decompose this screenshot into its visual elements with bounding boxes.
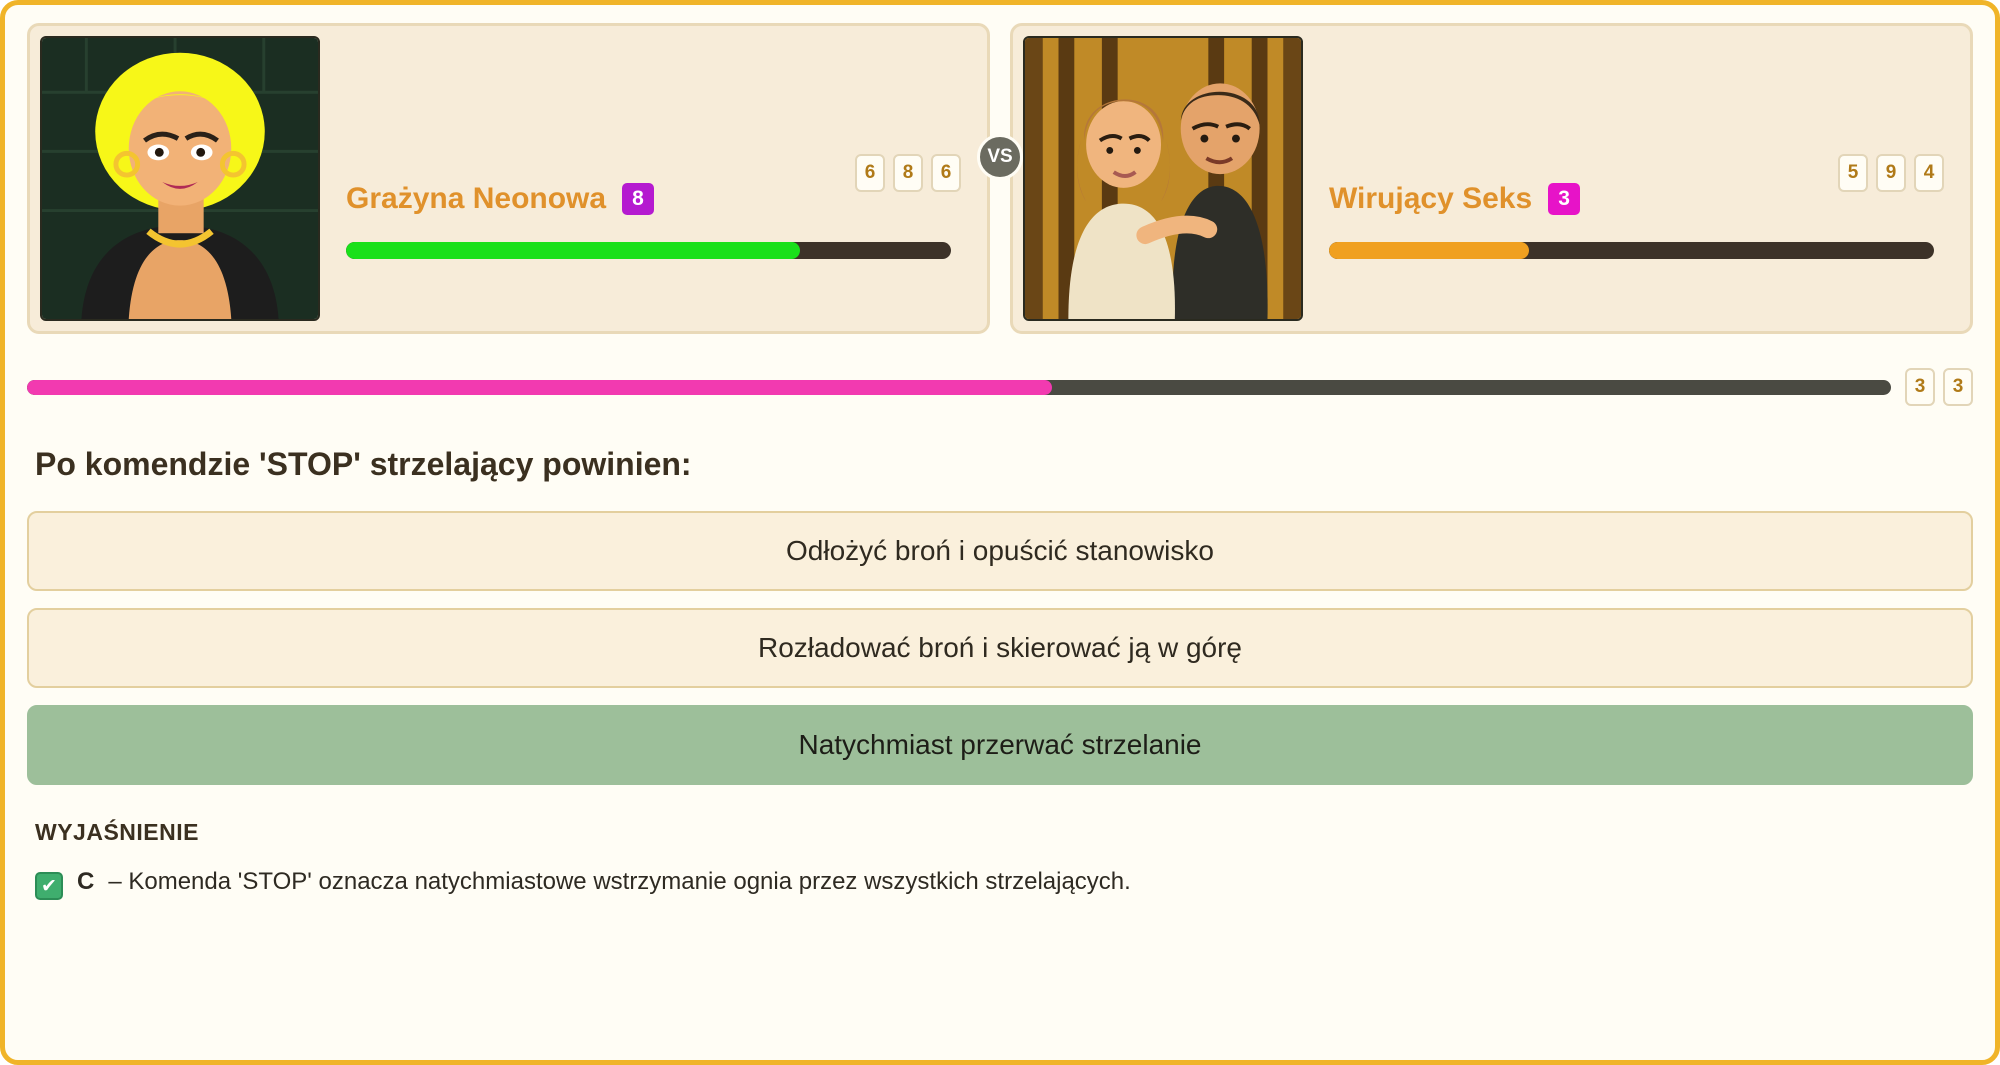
answer-option-a[interactable]: Odłożyć broń i opuścić stanowisko	[27, 511, 1973, 591]
round-progress-fill	[27, 380, 1052, 395]
player-pips-left	[855, 154, 961, 192]
player-hp-fill-left	[346, 242, 800, 259]
player-hp-bar-right	[1329, 242, 1934, 259]
player-card-right	[1010, 23, 1973, 334]
player-pip: 9	[1876, 154, 1906, 192]
explanation-text: – Komenda 'STOP' oznacza natychmiastowe wstrzymanie ognia przez wszystkich strzelających.	[108, 868, 1131, 895]
player-hp-fill-right	[1329, 242, 1529, 259]
question-text: Po komendzie 'STOP' strzelający powinien:	[35, 446, 692, 482]
player-pips-right	[1838, 154, 1944, 192]
round-progress-row	[5, 334, 1995, 406]
answer-option-b[interactable]: Rozładować broń i skierować ją w górę	[27, 608, 1973, 688]
player-score-badge-left: 8	[622, 183, 654, 214]
wirujacy-seks-avatar	[1023, 36, 1303, 321]
round-progress-bar	[27, 380, 1891, 395]
player-pip: 5	[1838, 154, 1868, 192]
player-pip: 4	[1914, 154, 1944, 192]
player-score-badge-right: 3	[1548, 183, 1580, 214]
player-name-right: Wirujący Seks	[1329, 182, 1533, 215]
versus-row	[5, 5, 1995, 334]
player-pip: 8	[893, 154, 923, 192]
round-score-pips	[1905, 368, 1973, 406]
explanation-body	[35, 868, 1965, 900]
player-hp-bar-left	[346, 242, 951, 259]
player-pip: 6	[855, 154, 885, 192]
grazyna-neonowa-avatar	[40, 36, 320, 321]
player-pip: 6	[931, 154, 961, 192]
player-name-left: Grażyna Neonowa	[346, 182, 607, 215]
answer-list	[27, 511, 1973, 785]
answer-option-c[interactable]: Natychmiast przerwać strzelanie	[27, 705, 1973, 785]
vs-badge: VS	[977, 134, 1023, 180]
explanation-letter: C	[77, 868, 95, 895]
round-score-pip: 3	[1943, 368, 1973, 406]
check-icon: ✔	[35, 872, 63, 900]
player-card-left	[27, 23, 990, 334]
explanation-title: WYJAŚNIENIE	[35, 819, 199, 845]
round-score-pip: 3	[1905, 368, 1935, 406]
